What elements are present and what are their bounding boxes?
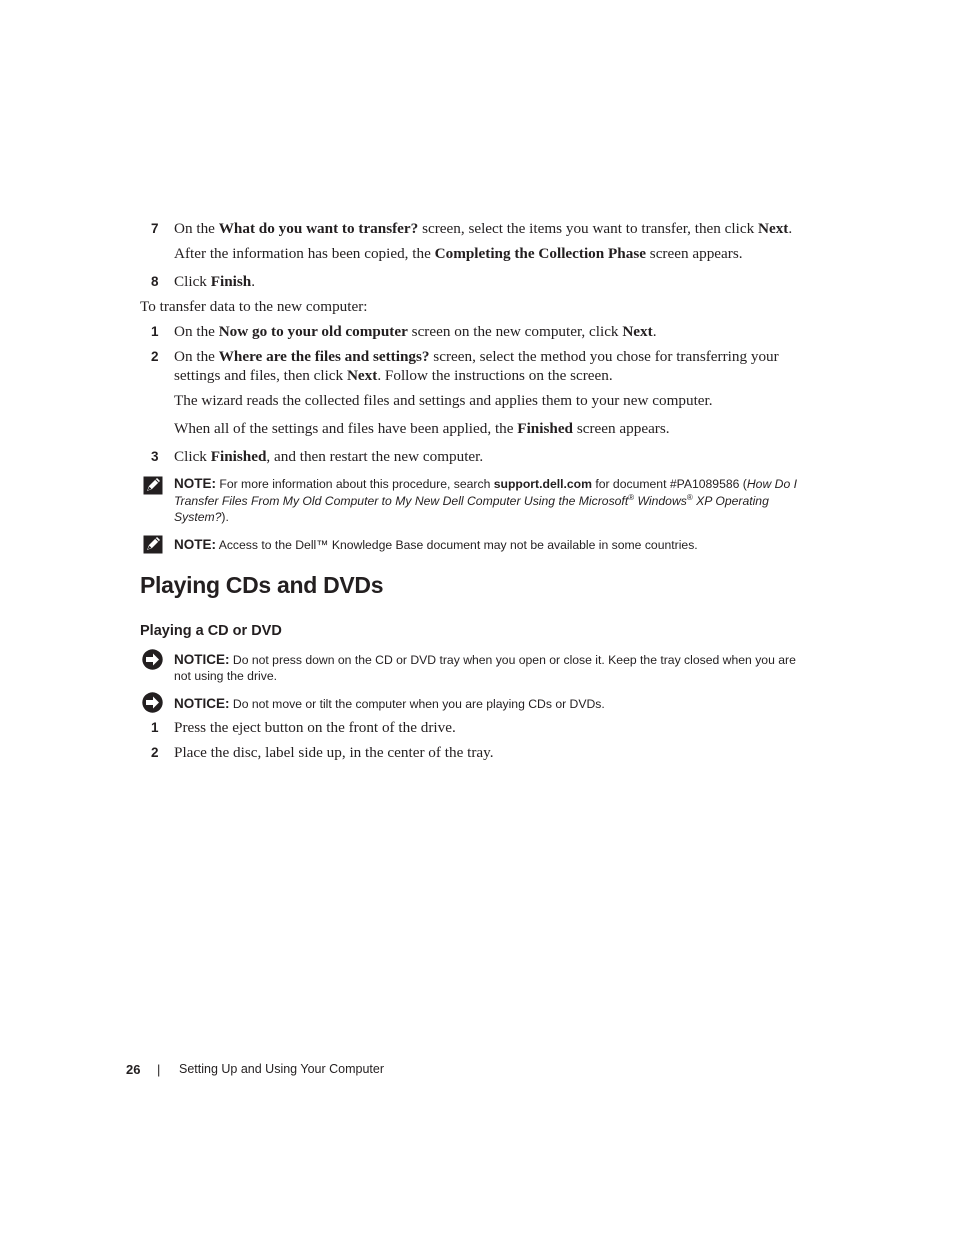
note-1-line1: NOTE: For more information about this procedure, search support.dell.com for document #PA1089586 (How Do I bbox=[174, 476, 797, 491]
note-1-line3: System?). bbox=[174, 510, 229, 524]
pencil-note-icon bbox=[143, 476, 163, 495]
step-2-text-line1: On the Where are the files and settings? screen, select the method you chose for transferring your bbox=[174, 348, 779, 365]
step-number: 3 bbox=[151, 449, 159, 464]
section-heading: Playing CDs and DVDs bbox=[140, 572, 384, 598]
arrow-notice-icon bbox=[142, 692, 163, 713]
step-number: 1 bbox=[151, 324, 159, 339]
note-2-text: NOTE: Access to the Dell™ Knowledge Base document may not be available in some countries. bbox=[174, 537, 698, 552]
step-number: 8 bbox=[151, 274, 159, 289]
transfer-intro: To transfer data to the new computer: bbox=[140, 298, 368, 315]
notice-2-text: NOTICE: Do not move or tilt the computer when you are playing CDs or DVDs. bbox=[174, 696, 605, 711]
note-1-line2: Transfer Files From My Old Computer to My New Dell Computer Using the Microsoft® Windows® XP Operating bbox=[174, 493, 769, 509]
step-8-text: Click Finish. bbox=[174, 273, 256, 290]
step-eject-text: Press the eject button on the front of the drive. bbox=[174, 719, 456, 736]
footer-separator: | bbox=[157, 1062, 161, 1077]
step-7-text: On the What do you want to transfer? screen, select the items you want to transfer, then click Next. bbox=[174, 220, 793, 237]
pencil-note-icon bbox=[143, 535, 163, 554]
footer-title: Setting Up and Using Your Computer bbox=[179, 1062, 384, 1076]
step-3-text: Click Finished, and then restart the new computer. bbox=[174, 448, 484, 465]
step-number: 7 bbox=[151, 221, 159, 236]
subsection-heading: Playing a CD or DVD bbox=[140, 623, 282, 639]
arrow-notice-icon bbox=[142, 649, 163, 670]
step-number: 1 bbox=[151, 720, 159, 735]
step-2-text-line2: settings and files, then click Next. Follow the instructions on the screen. bbox=[174, 367, 613, 384]
step-7-result: After the information has been copied, the Completing the Collection Phase screen appears. bbox=[174, 245, 743, 262]
step-1-text: On the Now go to your old computer screen on the new computer, click Next. bbox=[174, 323, 657, 340]
step-number: 2 bbox=[151, 745, 159, 760]
step-place-disc-text: Place the disc, label side up, in the center of the tray. bbox=[174, 744, 494, 761]
step-number: 2 bbox=[151, 349, 159, 364]
notice-1-line2: not using the drive. bbox=[174, 669, 277, 683]
page-number: 26 bbox=[126, 1062, 141, 1077]
notice-1-line1: NOTICE: Do not press down on the CD or DVD tray when you open or close it. Keep the tray closed when you are bbox=[174, 652, 796, 667]
step-2-finished-text: When all of the settings and files have been applied, the Finished screen appears. bbox=[174, 420, 670, 437]
step-2-wizard-text: The wizard reads the collected files and settings and applies them to your new computer. bbox=[174, 392, 713, 409]
